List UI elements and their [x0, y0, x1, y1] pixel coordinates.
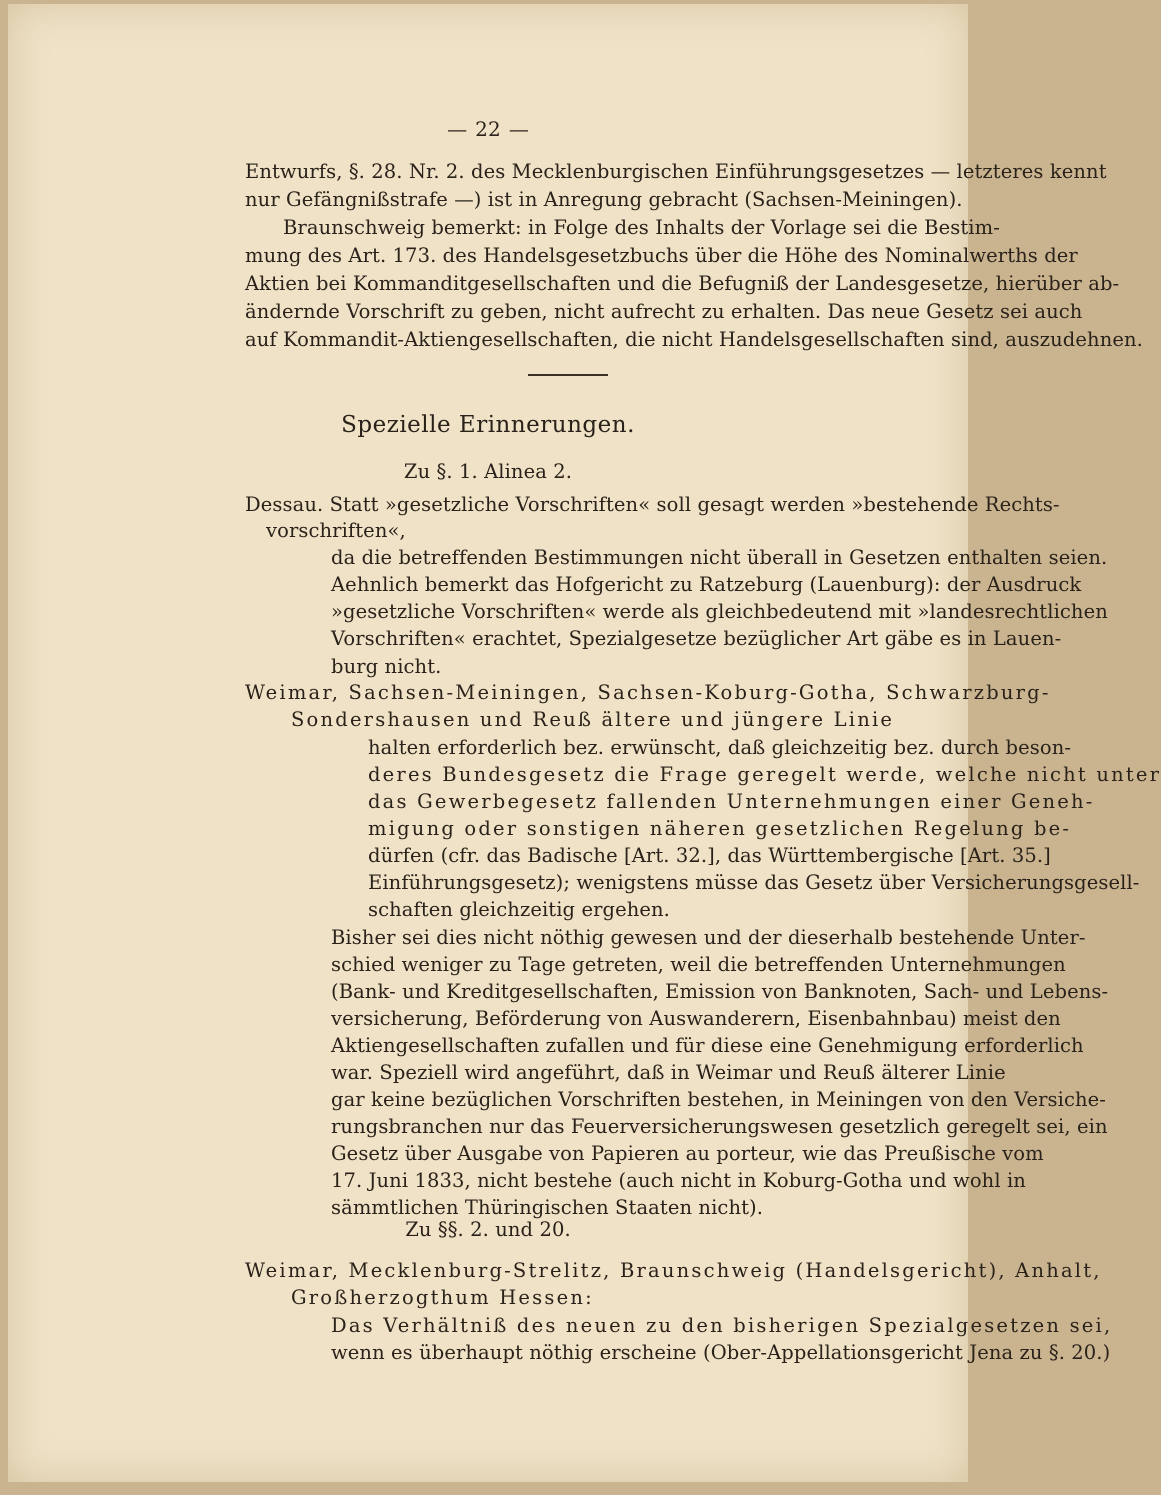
text-line: Aehnlich bemerkt das Hofgericht zu Ratzeburg (Lauenburg): der Ausdruck [331, 573, 1082, 596]
text-line: Einführungsgesetz); wenigstens müsse das Gesetz über Versicherungsgesell- [368, 871, 1140, 894]
text-line: burg nicht. [331, 655, 442, 678]
text-line: Bisher sei dies nicht nöthig gewesen und der dieserhalb bestehende Unter- [331, 926, 1086, 949]
text-line: Braunschweig bemerkt: in Folge des Inhalts der Vorlage sei die Bestim- [283, 216, 1000, 239]
text-line: schied weniger zu Tage getreten, weil die betreffenden Unternehmungen [331, 953, 1066, 976]
text-line: vorschriften«, [266, 519, 406, 542]
text-line: halten erforderlich bez. erwünscht, daß gleichzeitig bez. durch beson- [368, 736, 1072, 759]
text-line: schaften gleichzeitig ergehen. [368, 898, 670, 921]
text-line: 17. Juni 1833, nicht bestehe (auch nicht in Koburg-Gotha und wohl in [331, 1169, 1026, 1192]
text-line: Weimar, Mecklenburg-Strelitz, Braunschweig (Handelsgericht), Anhalt, [245, 1259, 1102, 1282]
text-line: migung oder sonstigen näheren gesetzlichen Regelung be- [368, 817, 1072, 840]
text-line: da die betreffenden Bestimmungen nicht überall in Gesetzen enthalten seien. [331, 546, 1108, 569]
page-number: — 22 — [447, 117, 529, 141]
text-line: Aktiengesellschaften zufallen und für diese eine Genehmigung erforderlich [331, 1034, 1084, 1057]
text-line: auf Kommandit-Aktiengesellschaften, die nicht Handelsgesellschaften sind, auszudehnen. [245, 328, 1143, 351]
text-line: Aktien bei Kommanditgesellschaften und die Befugniß der Landesgesetze, hierüber ab- [245, 272, 1120, 295]
section-divider [528, 374, 608, 376]
text-line: mung des Art. 173. des Handelsgesetzbuchs über die Höhe des Nominalwerths der [245, 244, 1078, 267]
text-line: (Bank- und Kreditgesellschaften, Emission von Banknoten, Sach- und Lebens- [331, 980, 1109, 1003]
text-line: war. Speziell wird angeführt, daß in Weimar und Reuß älterer Linie [331, 1061, 1006, 1084]
subheading: Zu §. 1. Alinea 2. [403, 460, 573, 483]
text-line: gar keine bezüglichen Vorschriften bestehen, in Meiningen von den Versiche- [331, 1088, 1106, 1111]
text-line: rungsbranchen nur das Feuerversicherungswesen gesetzlich geregelt sei, ein [331, 1115, 1108, 1138]
text-line: ändernde Vorschrift zu geben, nicht aufrecht zu erhalten. Das neue Gesetz sei auch [245, 300, 1083, 323]
section-heading: Spezielle Erinnerungen. [341, 412, 635, 438]
text-line: deres Bundesgesetz die Frage geregelt werde, welche nicht unter [368, 763, 1161, 786]
subheading: Zu §§. 2. und 20. [405, 1218, 571, 1241]
text-line: Sondershausen und Reuß ältere und jüngere Linie [291, 708, 895, 731]
text-line: Das Verhältniß des neuen zu den bisherigen Spezialgesetzen sei, [331, 1314, 1113, 1337]
text-line: versicherung, Beförderung von Auswanderern, Eisenbahnbau) meist den [331, 1007, 1061, 1030]
text-line: das Gewerbegesetz fallenden Unternehmungen einer Geneh- [368, 790, 1095, 813]
text-line: Dessau. Statt »gesetzliche Vorschriften« soll gesagt werden »bestehende Rechts- [245, 493, 1060, 516]
text-line: Gesetz über Ausgabe von Papieren au porteur, wie das Preußische vom [331, 1142, 1044, 1165]
document-page [8, 4, 1161, 1482]
text-line: »gesetzliche Vorschriften« werde als gleichbedeutend mit »landesrechtlichen [331, 600, 1108, 623]
text-line: dürfen (cfr. das Badische [Art. 32.], das Württembergische [Art. 35.] [368, 844, 1051, 867]
text-line: nur Gefängnißstrafe —) ist in Anregung gebracht (Sachsen-Meiningen). [245, 188, 963, 211]
text-line: wenn es überhaupt nöthig erscheine (Ober-Appellationsgericht Jena zu §. 20.) [331, 1341, 1111, 1364]
text-line: Weimar, Sachsen-Meiningen, Sachsen-Koburg-Gotha, Schwarzburg- [245, 681, 1051, 704]
text-line: Vorschriften« erachtet, Spezialgesetze bezüglicher Art gäbe es in Lauen- [331, 627, 1062, 650]
text-line: Großherzogthum Hessen: [291, 1286, 594, 1309]
page-text [8, 4, 1161, 1482]
text-line: Entwurfs, §. 28. Nr. 2. des Mecklenburgischen Einführungsgesetzes — letzteres kennt [245, 160, 1107, 183]
text-line: sämmtlichen Thüringischen Staaten nicht). [331, 1196, 764, 1219]
